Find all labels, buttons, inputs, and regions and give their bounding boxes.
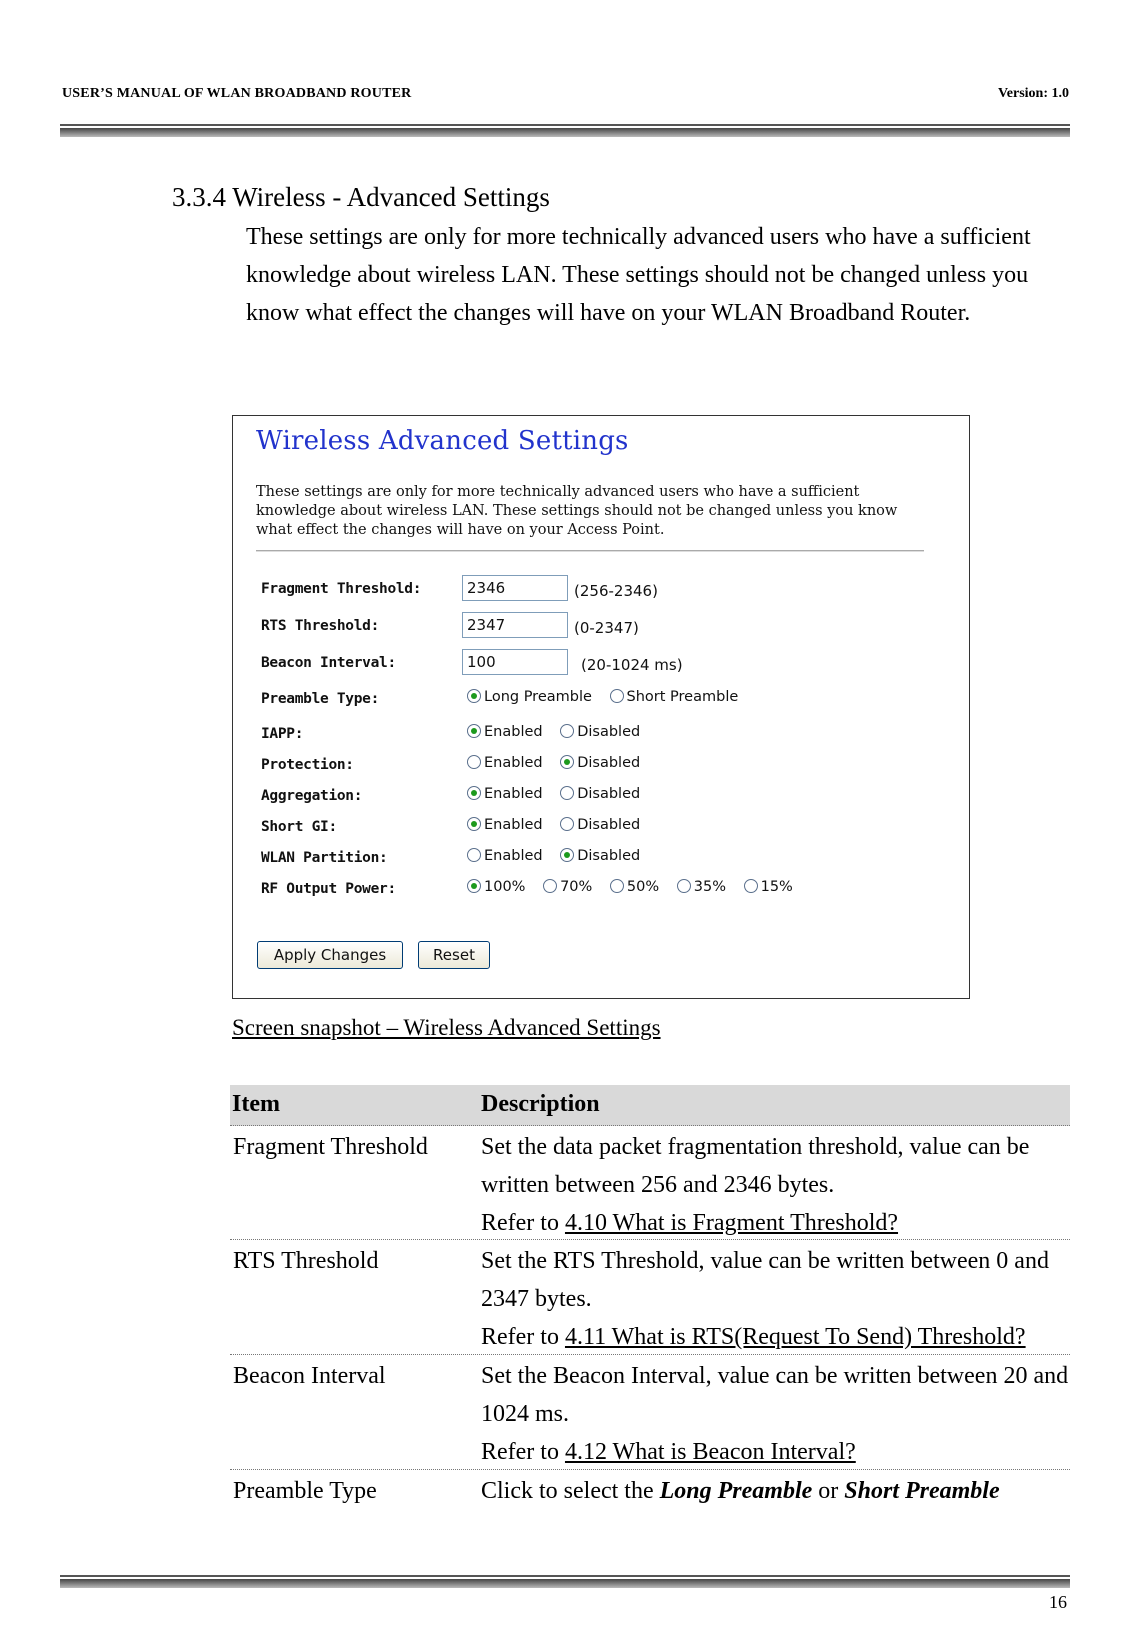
- radio-checked-icon: [467, 817, 481, 831]
- item-cell: RTS Threshold: [233, 1248, 379, 1274]
- description-cell: [481, 1242, 1071, 1356]
- beacon-interval-label: Beacon Interval:: [261, 655, 396, 671]
- item-cell: Preamble Type: [233, 1478, 377, 1504]
- radio-checked-icon: [560, 848, 574, 862]
- preamble-type-row: [261, 689, 961, 721]
- short-gi-disabled-radio[interactable]: [560, 817, 640, 833]
- rf-100-radio[interactable]: [467, 879, 525, 895]
- page-number: 16: [1049, 1592, 1067, 1612]
- refer-prefix: Refer to: [481, 1210, 565, 1236]
- radio-unchecked-icon: [467, 848, 481, 862]
- wlan-partition-label: WLAN Partition:: [261, 850, 388, 866]
- short-gi-row: [261, 815, 961, 843]
- description-text: Set the RTS Threshold, value can be written between 0 and 2347 bytes.: [481, 1248, 1049, 1312]
- short-gi-disabled-label: Disabled: [577, 817, 641, 833]
- partition-enabled-radio[interactable]: [467, 848, 543, 864]
- rf-70-label: 70%: [560, 879, 593, 895]
- section-body: These settings are only for more technically advanced users who have a sufficient knowledge about wireless LAN. These settings should not be changed unless you know what effect the changes will have on your WLAN Broadband Router.: [246, 224, 1031, 326]
- snapshot-description: These settings are only for more technically advanced users who have a sufficient knowledge about wireless LAN. These settings should not be changed unless you know what effect the changes will have on your Access Point.: [256, 484, 898, 538]
- table-header: [230, 1085, 1070, 1126]
- snapshot-divider: [256, 550, 924, 552]
- radio-unchecked-icon: [467, 755, 481, 769]
- radio-unchecked-icon: [610, 879, 624, 893]
- figure-caption: Screen snapshot – Wireless Advanced Settings: [232, 1015, 661, 1040]
- reference-link[interactable]: 4.11 What is RTS(Request To Send) Threshold?: [564, 1324, 1026, 1350]
- item-cell: Beacon Interval: [233, 1363, 386, 1389]
- protection-enabled-radio[interactable]: [467, 755, 543, 771]
- table-row: [230, 1470, 1070, 1512]
- rf-15-radio[interactable]: [744, 879, 793, 895]
- radio-unchecked-icon: [543, 879, 557, 893]
- manual-title: USER’S MANUAL OF WLAN BROADBAND ROUTER: [62, 86, 412, 101]
- beacon-interval-range: (20-1024 ms): [581, 656, 683, 674]
- rts-threshold-row: [261, 614, 961, 642]
- long-preamble-label: Long Preamble: [484, 689, 592, 705]
- radio-checked-icon: [467, 724, 481, 738]
- aggregation-label: Aggregation:: [261, 788, 363, 804]
- short-preamble-radio[interactable]: [610, 689, 739, 705]
- rf-35-radio[interactable]: [677, 879, 726, 895]
- refer-prefix: Refer to: [481, 1324, 565, 1350]
- table-row: [230, 1126, 1070, 1240]
- radio-unchecked-icon: [677, 879, 691, 893]
- aggregation-enabled-label: Enabled: [484, 786, 543, 802]
- rf-50-radio[interactable]: [610, 879, 659, 895]
- radio-checked-icon: [560, 755, 574, 769]
- fragment-threshold-input[interactable]: 2346: [462, 575, 568, 601]
- short-gi-label: Short GI:: [261, 819, 337, 835]
- description-cell: [481, 1128, 1071, 1242]
- iapp-label: IAPP:: [261, 726, 304, 742]
- rf-35-label: 35%: [693, 879, 726, 895]
- table-row: [230, 1240, 1070, 1355]
- beacon-interval-row: [261, 651, 961, 679]
- item-cell: Fragment Threshold: [233, 1134, 428, 1160]
- rts-threshold-input[interactable]: 2347: [462, 612, 568, 638]
- aggregation-row: [261, 784, 961, 812]
- long-preamble-term: Long Preamble: [659, 1478, 813, 1504]
- beacon-interval-input[interactable]: 100: [462, 649, 568, 675]
- section-title: 3.3.4 Wireless - Advanced Settings: [172, 182, 550, 212]
- rf-15-label: 15%: [760, 879, 793, 895]
- protection-label: Protection:: [261, 757, 354, 773]
- description-text: Set the Beacon Interval, value can be written between 20 and 1024 ms.: [481, 1363, 1069, 1427]
- rts-threshold-label: RTS Threshold:: [261, 618, 380, 634]
- protection-row: [261, 753, 961, 781]
- fragment-threshold-range: (256-2346): [574, 582, 658, 600]
- screenshot-panel: [232, 415, 970, 999]
- description-cell: [481, 1357, 1071, 1471]
- fragment-threshold-row: [261, 577, 961, 605]
- short-preamble-term: Short Preamble: [844, 1478, 1000, 1504]
- column-header-item: Item: [232, 1091, 280, 1117]
- aggregation-disabled-label: Disabled: [577, 786, 641, 802]
- header-rule: [60, 124, 1070, 137]
- iapp-enabled-label: Enabled: [484, 724, 543, 740]
- radio-checked-icon: [467, 786, 481, 800]
- radio-checked-icon: [467, 689, 481, 703]
- apply-changes-button[interactable]: Apply Changes: [257, 941, 403, 969]
- aggregation-disabled-radio[interactable]: [560, 786, 640, 802]
- fragment-threshold-label: Fragment Threshold:: [261, 581, 422, 597]
- footer-rule: [60, 1575, 1070, 1588]
- rf-100-label: 100%: [484, 879, 526, 895]
- long-preamble-radio[interactable]: [467, 689, 592, 705]
- partition-enabled-label: Enabled: [484, 848, 543, 864]
- aggregation-enabled-radio[interactable]: [467, 786, 543, 802]
- wlan-partition-row: [261, 846, 961, 874]
- rf-50-label: 50%: [626, 879, 660, 895]
- partition-disabled-radio[interactable]: [560, 848, 640, 864]
- version-label: Version: 1.0: [997, 86, 1069, 101]
- rf-output-power-label: RF Output Power:: [261, 881, 396, 897]
- radio-checked-icon: [467, 879, 481, 893]
- description-text: Click to select the: [481, 1478, 660, 1504]
- rf-output-power-row: [261, 877, 961, 905]
- short-preamble-label: Short Preamble: [626, 689, 739, 705]
- iapp-disabled-label: Disabled: [577, 724, 641, 740]
- iapp-enabled-radio[interactable]: [467, 724, 543, 740]
- rts-threshold-range: (0-2347): [574, 619, 639, 637]
- snapshot-title: Wireless Advanced Settings: [256, 426, 629, 456]
- rf-70-radio[interactable]: [543, 879, 592, 895]
- protection-disabled-label: Disabled: [577, 755, 641, 771]
- reference-link[interactable]: 4.12 What is Beacon Interval?: [564, 1439, 856, 1465]
- or-text: or: [812, 1478, 845, 1504]
- table-row: [230, 1355, 1070, 1470]
- short-gi-enabled-radio[interactable]: [467, 817, 543, 833]
- radio-unchecked-icon: [560, 724, 574, 738]
- refer-prefix: Refer to: [481, 1439, 565, 1465]
- iapp-disabled-radio[interactable]: [560, 724, 640, 740]
- radio-unchecked-icon: [560, 786, 574, 800]
- column-header-description: Description: [481, 1091, 600, 1117]
- preamble-type-label: Preamble Type:: [261, 691, 380, 707]
- reset-button[interactable]: Reset: [418, 941, 490, 969]
- short-gi-enabled-label: Enabled: [484, 817, 543, 833]
- protection-enabled-label: Enabled: [484, 755, 543, 771]
- radio-unchecked-icon: [610, 689, 624, 703]
- partition-disabled-label: Disabled: [577, 848, 641, 864]
- description-text: Set the data packet fragmentation threshold, value can be written between 256 and 2346 bytes.: [481, 1134, 1030, 1198]
- iapp-row: [261, 722, 961, 750]
- radio-unchecked-icon: [560, 817, 574, 831]
- radio-unchecked-icon: [744, 879, 758, 893]
- reference-link[interactable]: 4.10 What is Fragment Threshold?: [564, 1210, 899, 1236]
- protection-disabled-radio[interactable]: [560, 755, 640, 771]
- description-cell: [481, 1472, 1071, 1510]
